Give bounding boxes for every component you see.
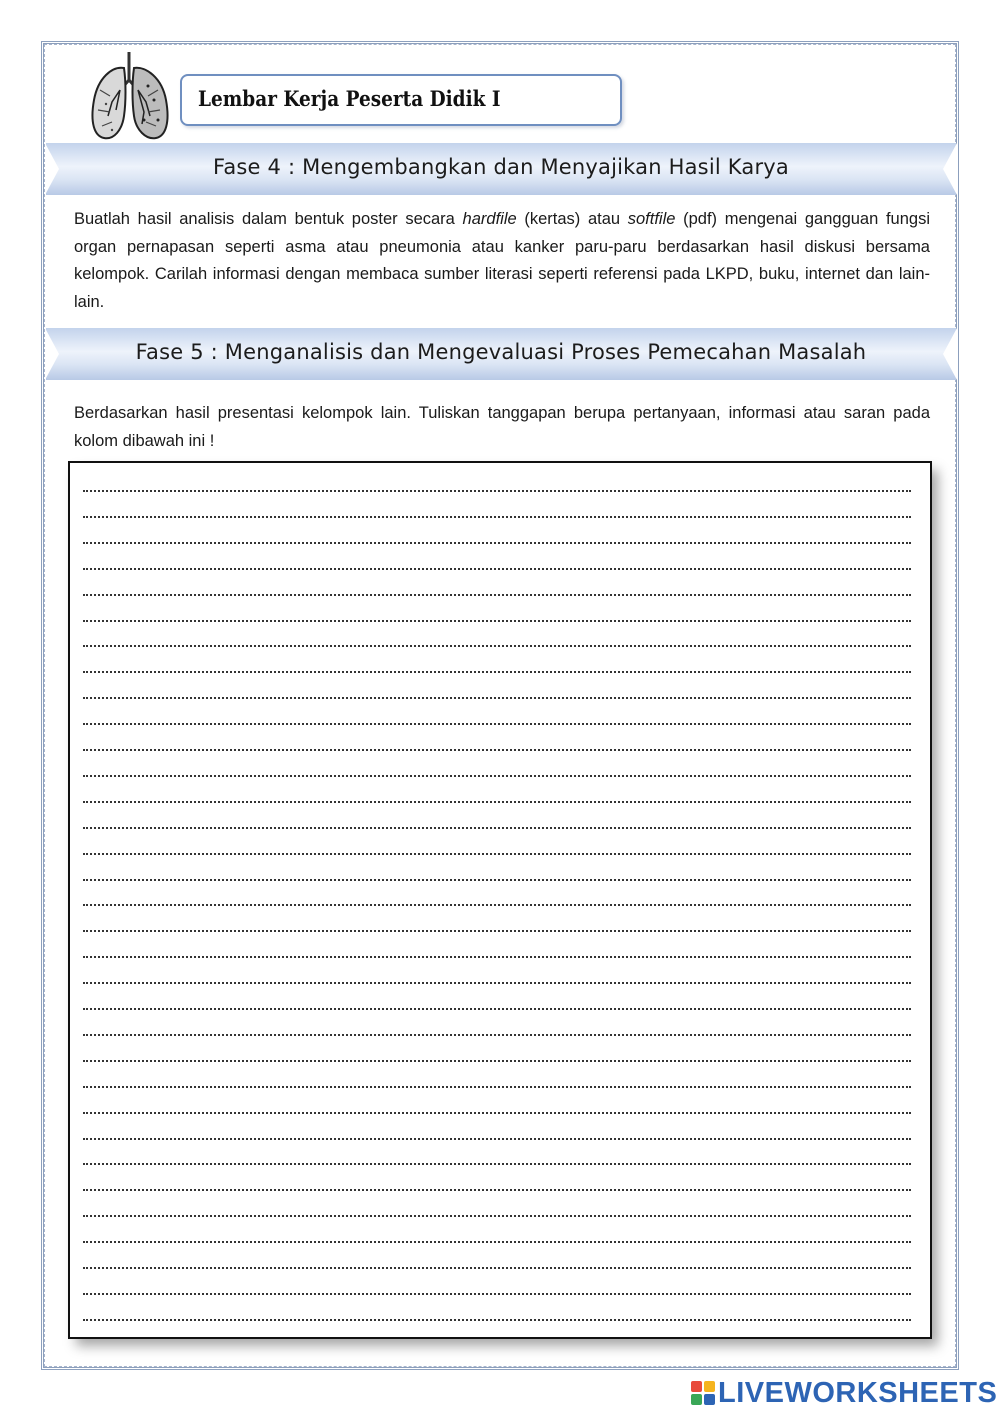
- answer-line[interactable]: [83, 853, 911, 855]
- answer-line[interactable]: [83, 1034, 911, 1036]
- phase5-title: Fase 5 : Menganalisis dan Mengevaluasi Proses Pemecahan Masalah: [135, 340, 867, 364]
- answer-line[interactable]: [83, 1241, 911, 1243]
- liveworksheets-logo-icon: [690, 1380, 716, 1406]
- lungs-icon: [86, 50, 172, 142]
- phase4-title: Fase 4 : Mengembangkan dan Menyajikan Hasil Karya: [213, 155, 789, 179]
- phase5-header: [46, 328, 956, 380]
- answer-line[interactable]: [83, 956, 911, 958]
- answer-line[interactable]: [83, 827, 911, 829]
- answer-line[interactable]: [83, 930, 911, 932]
- phase4-text-2: (kertas) atau: [516, 210, 628, 228]
- answer-line[interactable]: [83, 904, 911, 906]
- phase4-header: [46, 143, 956, 195]
- answer-line[interactable]: [83, 775, 911, 777]
- answer-line[interactable]: [83, 1163, 911, 1165]
- answer-box[interactable]: [68, 461, 932, 1339]
- phase4-softfile: softfile: [627, 210, 676, 228]
- answer-line[interactable]: [83, 879, 911, 881]
- answer-line[interactable]: [83, 542, 911, 544]
- answer-line[interactable]: [83, 671, 911, 673]
- answer-line[interactable]: [83, 490, 911, 492]
- answer-line[interactable]: [83, 723, 911, 725]
- worksheet-title-box: [180, 74, 622, 126]
- answer-line[interactable]: [83, 1060, 911, 1062]
- liveworksheets-logo-text: LIVEWORKSHEETS: [718, 1377, 998, 1409]
- answer-line[interactable]: [83, 801, 911, 803]
- answer-line[interactable]: [83, 1008, 911, 1010]
- answer-line[interactable]: [83, 568, 911, 570]
- answer-line[interactable]: [83, 1215, 911, 1217]
- answer-line[interactable]: [83, 1293, 911, 1295]
- answer-line[interactable]: [83, 1086, 911, 1088]
- answer-line[interactable]: [83, 1319, 911, 1321]
- answer-line[interactable]: [83, 749, 911, 751]
- phase5-instructions: Berdasarkan hasil presentasi kelompok lain. Tuliskan tanggapan berupa pertanyaan, informasi atau saran pada kolom dibawah ini !: [74, 404, 930, 450]
- phase4-text-1: Buatlah hasil analisis dalam bentuk poster secara: [74, 210, 463, 228]
- phase4-instructions: [74, 206, 930, 316]
- answer-line[interactable]: [83, 594, 911, 596]
- phase4-text-3: (pdf) mengenai gangguan fungsi organ pernapasan seperti asma atau pneumonia atau kanker paru-paru berdasarkan hasil diskusi bersama kelompok. Carilah informasi dengan membaca sumber literasi seperti referensi pada LKPD, buku, internet dan lain-lain.: [74, 210, 930, 311]
- answer-line[interactable]: [83, 620, 911, 622]
- answer-line[interactable]: [83, 982, 911, 984]
- answer-line[interactable]: [83, 697, 911, 699]
- answer-line[interactable]: [83, 645, 911, 647]
- answer-line[interactable]: [83, 1138, 911, 1140]
- answer-line[interactable]: [83, 1189, 911, 1191]
- worksheet-title: Lembar Kerja Peserta Didik I: [198, 86, 501, 111]
- liveworksheets-logo: [690, 1375, 998, 1411]
- answer-line[interactable]: [83, 1267, 911, 1269]
- phase4-hardfile: hardfile: [462, 210, 517, 228]
- answer-line[interactable]: [83, 516, 911, 518]
- answer-line[interactable]: [83, 1112, 911, 1114]
